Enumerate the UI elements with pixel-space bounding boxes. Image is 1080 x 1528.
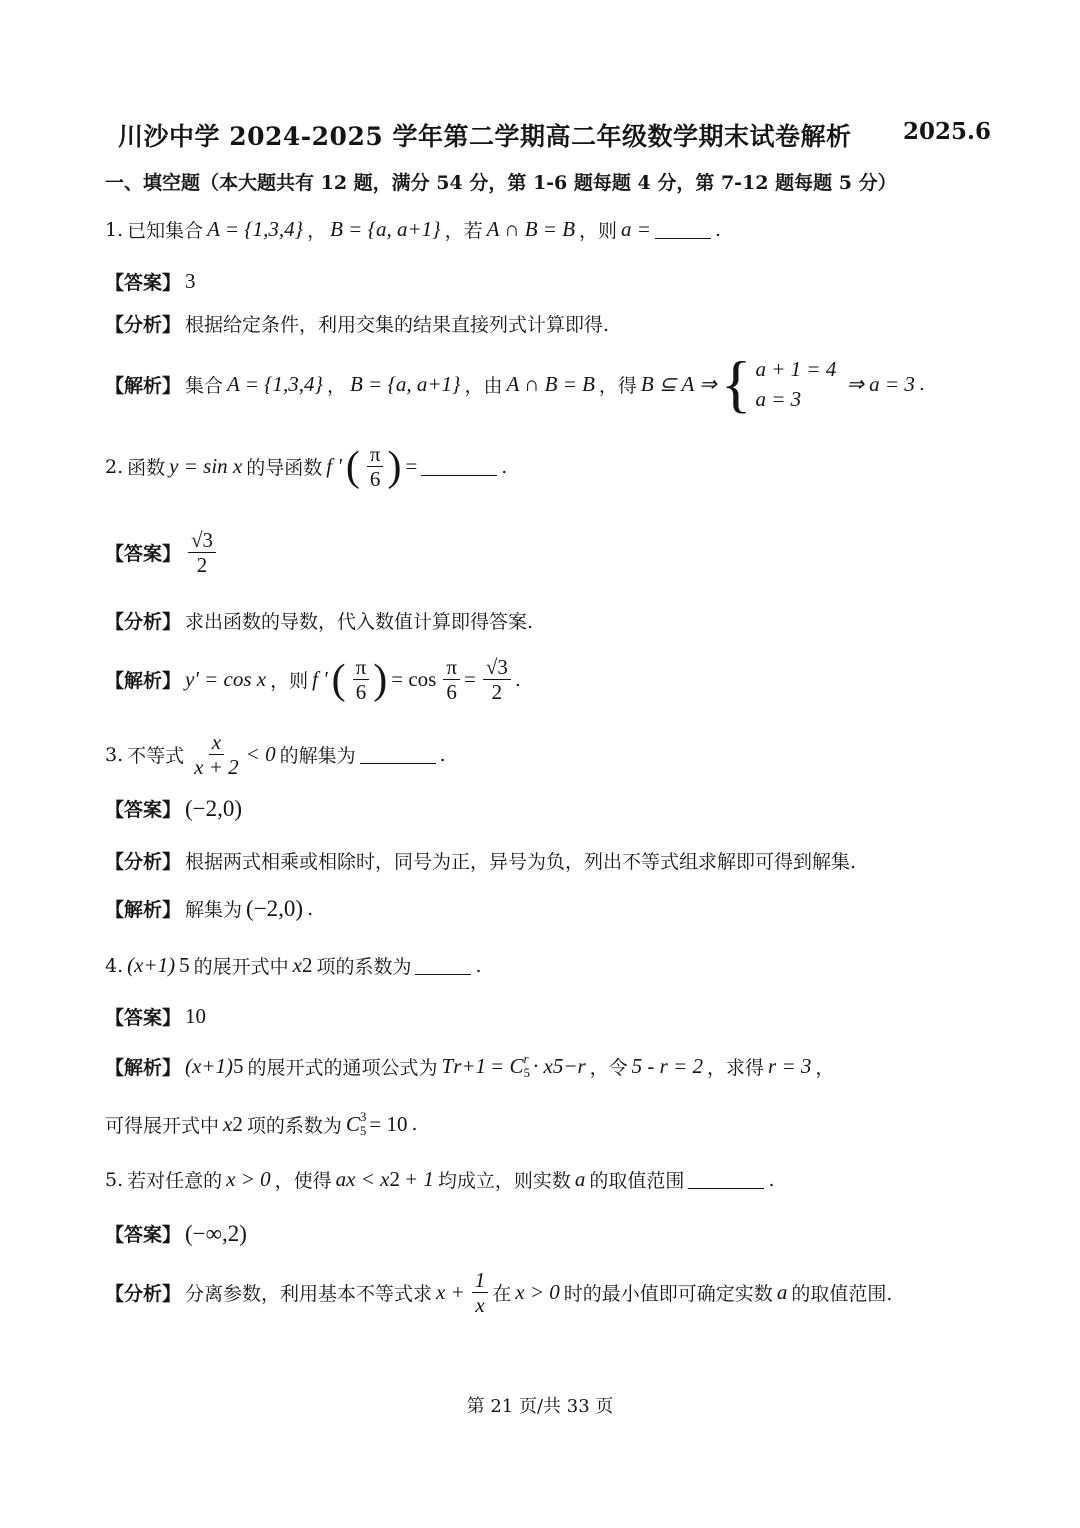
- question-5: 5. 若对任意的 x > 0 ，使得 ax < x 2 + 1 均成立，则实数 a 的取值范围 .: [105, 1167, 775, 1192]
- answer-blank: [415, 956, 471, 975]
- question-3: 3. 不等式 $\frac{x}{x + 2}$ < 0 的解集为 .: [105, 730, 446, 779]
- question-4: 4. (x+1) 5 的展开式中 x 2 项的系数为 .: [105, 953, 482, 978]
- q3-answer: 【答案】 (−2,0): [105, 795, 243, 821]
- q2-analysis: 【分析】 求出函数的导数，代入数值计算即得答案.: [105, 611, 534, 633]
- question-2: 2. 函数 y = sin x 的导函数 f ' ( $\frac{\pi}{6}$ ) = .: [105, 442, 508, 491]
- sqrt3-over-2: $\frac{√3}{2}$: [188, 528, 216, 577]
- equation-system: a + 1 = 4 a = 3: [755, 357, 837, 411]
- q4-answer: 【答案】 10: [105, 1004, 207, 1029]
- q5-analysis: 【分析】 分离参数，利用基本不等式求 x + $\frac{1}{x}$ 在 x > 0 时的最小值即可确定实数 a 的取值范围.: [105, 1268, 893, 1317]
- pi-over-6: $\frac{\pi}{6}$: [367, 442, 384, 491]
- answer-blank: [655, 220, 711, 239]
- q5-answer: 【答案】 (−∞,2): [105, 1220, 247, 1246]
- page-number: 第 21 页/共 33 页: [466, 1396, 614, 1417]
- q1-analysis: 【分析】 根据给定条件，利用交集的结果直接列式计算即得.: [105, 314, 610, 336]
- x-over-x-plus-2: $\frac{x}{x + 2}$: [194, 730, 239, 779]
- page-title: 川沙中学 2024-2025 学年第二学期高二年级数学期末试卷解析: [118, 122, 852, 151]
- q2-answer: 【答案】 $\frac{√3}{2}$: [105, 528, 220, 577]
- system-brace: {: [720, 348, 752, 419]
- answer-blank: [421, 457, 497, 476]
- one-over-x: $\frac{1}{x}$: [472, 1268, 489, 1317]
- q3-solution: 【解析】 解集为 (−2,0) .: [105, 895, 314, 921]
- answer-blank: [360, 745, 436, 764]
- answer-blank: [688, 1170, 764, 1189]
- q4-solution: 【解析】 (x+1) 5 的展开式的通项公式为 T r+1 = C r 5 · x 5−r ，令 5 - r = 2 ，求得 r = 3 ，: [105, 1051, 835, 1080]
- q3-analysis: 【分析】 根据两式相乘或相除时，同号为正，异号为负，列出不等式组求解即可得到解集.: [105, 851, 857, 873]
- q2-solution: 【解析】 y' = cos x ，则 f ' ( $\frac{\pi}{6}$ ) = cos $\frac{\pi}{6}$ = $\frac{√3}{2}$ .: [105, 655, 521, 704]
- section-heading: 一、填空题（本大题共有 12 题，满分 54 分，第 1-6 题每题 4 分，第 7-12 题每题 5 分）: [105, 172, 897, 194]
- exam-date: 2025.6: [903, 118, 992, 145]
- question-1: 1. 已知集合 A = {1,3,4} ， B = {a, a+1} ，若 A ∩ B = B ，则 a = .: [105, 217, 722, 242]
- binomial-indices: r 5: [523, 1051, 530, 1080]
- q1-answer: 【答案】 3: [105, 269, 196, 294]
- q1-solution: 【解析】 集合 A = {1,3,4} ， B = {a, a+1} ，由 A ∩ B = B ，得 B ⊆ A ⇒ { a + 1 = 4 a = 3 ⇒ a = 3 .: [105, 348, 925, 419]
- q4-solution-line2: 可得展开式中 x 2 项的系数为 C 3 5 = 10 .: [105, 1109, 418, 1138]
